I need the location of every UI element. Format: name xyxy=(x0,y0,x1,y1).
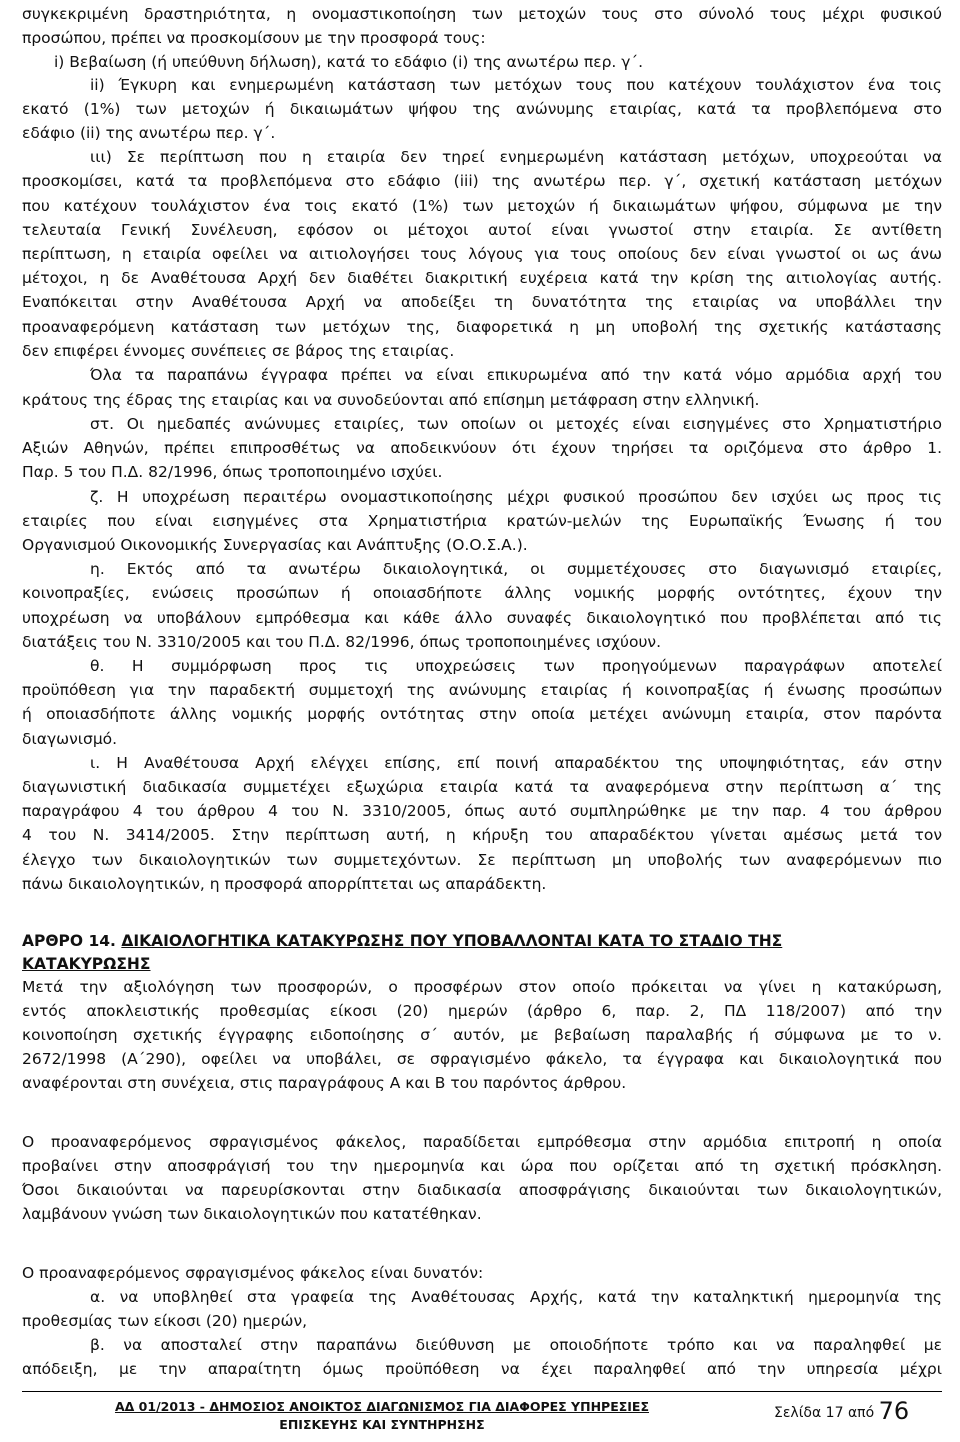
text-line: που κατέχουν τουλάχιστον ένα τοις εκατό (1%) των μετοχών ή δικαιωμάτων ψήφου, σύμφωνα με την xyxy=(22,197,942,215)
text-line: λαμβάνουν γνώση των δικαιολογητικών που κατατέθηκαν. xyxy=(22,1205,482,1223)
text-line: β. να αποσταλεί στην παραπάνω διεύθυνση με οποιοδήποτε τρόπο και να παραληφθεί με xyxy=(90,1336,942,1354)
text-line: ιιι) Σε περίπτωση που η εταιρία δεν τηρεί ενημερωμένη κατάσταση μετόχων, υποχρεούται να xyxy=(90,148,942,166)
article-heading-line-1 xyxy=(22,930,782,952)
text-line: Ο προαναφερόμενος σφραγισμένος φάκελος, παραδίδεται εμπρόθεσμα στην αρμόδια επιτροπή η οποία xyxy=(22,1133,942,1151)
text-line: προθεσμίας των είκοσι (20) ημερών, xyxy=(22,1312,308,1330)
text-line: κράτους της έδρας της εταιρίας και να συνοδεύονται από επίσημη μετάφραση στην ελληνική. xyxy=(22,391,760,409)
text-line: μέτοχοι, η δε Αναθέτουσα Αρχή δεν διαθέτει διακριτική ευχέρεια κατά την κρίση της αιτιολογίας αυτής. xyxy=(22,269,942,287)
text-line: διατάξεις του Ν. 3310/2005 και του Π.Δ. 82/1996, όπως τροποποιημένες ισχύουν. xyxy=(22,633,662,651)
text-line: εδάφιο (ii) της ανωτέρω περ. γ΄. xyxy=(22,124,276,142)
text-line: i) Βεβαίωση (ή υπεύθυνη δήλωση), κατά το εδάφιο (i) της ανωτέρω περ. γ΄. xyxy=(54,53,644,72)
text-line: 2672/1998 (Α΄290), οφείλει να υποβάλει, σε σφραγισμένο φάκελο, τα έγγραφα και δικαιολογητικά που xyxy=(22,1050,942,1068)
text-line: κοινοποίηση σχετικής έγγραφης ειδοποίησης σ΄ αυτόν, με βεβαίωση παραλαβής ή σύμφωνα με το ν. xyxy=(22,1026,942,1044)
text-line: πάνω δικαιολογητικών, η προσφορά απορρίπτεται ως απαράδεκτη. xyxy=(22,875,547,893)
text-line: αναφέρονται στη συνέχεια, στις παραγράφους Α και Β του παρόντος άρθρου. xyxy=(22,1074,627,1092)
text-line: Ο προαναφερόμενος σφραγισμένος φάκελος είναι δυνατόν: xyxy=(22,1264,484,1282)
text-line: περίπτωση, η εταιρία οφείλει να αιτιολογήσει τους λόγους για τους οποίους δεν είναι γνωστοί οι ως άνω xyxy=(22,245,942,263)
text-line: η. Εκτός από τα ανωτέρω δικαιολογητικά, οι συμμετέχουσες στο διαγωνισμό εταιρίες, xyxy=(90,560,942,578)
footer-title-line-1: ΑΔ 01/2013 - ΔΗΜΟΣΙΟΣ ΑΝΟΙΚΤΟΣ ΔΙΑΓΩΝΙΣΜΟΣ ΓΙΑ ΔΙΑΦΟΡΕΣ ΥΠΗΡΕΣΙΕΣ xyxy=(114,1399,649,1414)
text-line: παραγράφου 4 του άρθρου 4 του Ν. 3310/2005, όπως αυτό συμπληρώθηκε με την παρ. 4 του άρθρου xyxy=(22,802,942,820)
text-line: εταιρίες που είναι εισηγμένες στα Χρηματιστήρια κρατών-μελών της Ευρωπαϊκής Ένωσης ή του xyxy=(22,512,942,530)
text-line: δεν επιφέρει έννομες συνέπειες σε βάρος της εταιρίας. xyxy=(22,342,455,360)
text-line: Όλα τα παραπάνω έγγραφα πρέπει να είναι επικυρωμένα από την κατά νόμο αρμόδια αρχή του xyxy=(90,366,942,384)
text-line: Εναπόκειται στην Αναθέτουσα Αρχή να αποδείξει τη δυνατότητα της εταιρίας να υποβάλλει την xyxy=(22,293,942,311)
footer-document-title xyxy=(22,1398,742,1434)
text-line: προϋπόθεση για την παραδεκτή συμμετοχή της ανώνυμης εταιρίας ή κοινοπραξίας ή ένωσης προσώπων xyxy=(22,681,942,699)
text-line: έλεγχο των δικαιολογητικών των συμμετεχόντων. Σε περίπτωση μη υποβολής των αναφερόμενων πιο xyxy=(22,851,942,869)
text-line: Αξιών Αθηνών, πρέπει επιπροσθέτως να αποδεικνύουν ότι έχουν τηρήσει τα οριζόμενα στο άρθρο 1. xyxy=(22,439,942,457)
text-line: διαγωνισμό. xyxy=(22,730,118,748)
text-line: 4 του Ν. 3414/2005. Στην περίπτωση αυτή, η κήρυξη του απαραδέκτου γίνεται αμέσως μετά τον xyxy=(22,826,942,844)
article-heading-line-2: ΚΑΤΑΚΥΡΩΣΗΣ xyxy=(22,955,151,973)
text-line: κοινοπραξίες, ενώσεις προσώπων ή οποιασδήποτε άλλης νομικής μορφής οντότητες, έχουν την xyxy=(22,584,942,602)
text-line: ή οποιασδήποτε άλλης νομικής μορφής οντότητας στην οποία μετέχει ανώνυμη εταιρία, στον παρόντα xyxy=(22,705,942,723)
article-title: ΔΙΚΑΙΟΛΟΓΗΤΙΚΑ ΚΑΤΑΚΥΡΩΣΗΣ ΠΟΥ ΥΠΟΒΑΛΛΟΝΤΑΙ ΚΑΤΑ ΤΟ ΣΤΑΔΙΟ ΤΗΣ xyxy=(121,932,783,950)
text-line: ii) Έγκυρη και ενημερωμένη κατάσταση των μετόχων τους που κατέχουν τουλάχιστον ένα τοις xyxy=(90,76,942,94)
text-line: τελευταία Γενική Συνέλευση, εφόσον οι μέτοχοι αυτοί είναι γνωστοί στην εταιρία. Σε αντίθετη xyxy=(22,221,942,239)
text-line: Μετά την αξιολόγηση των προσφορών, ο προσφέρων στον οποίο πρόκειται να γίνει η κατακύρωση, xyxy=(22,978,942,996)
text-line: Οργανισμού Οικονομικής Συνεργασίας και Ανάπτυξης (Ο.Ο.Σ.Α.). xyxy=(22,536,528,554)
text-line: προαναφερόμενη κατάσταση των μετόχων της, διαφορετικά η μη υποβολή της σχετικής κατάστασης xyxy=(22,318,942,336)
text-line: στ. Οι ημεδαπές ανώνυμες εταιρίες, των οποίων οι μετοχές είναι εισηγμένες στο Χρηματιστήριο xyxy=(90,415,942,433)
text-line: συγκεκριμένη δραστηριότητα, η ονομαστικοποίηση των μετοχών τους στο σύνολό τους μέχρι φυσικού xyxy=(22,5,942,23)
page-footer xyxy=(22,1391,942,1437)
text-line: Παρ. 5 του Π.Δ. 82/1996, όπως τροποποιημένο ισχύει. xyxy=(22,463,443,481)
footer-title-line-2: ΕΠΙΣΚΕΥΗΣ ΚΑΙ ΣΥΝΤΗΡΗΣΗΣ xyxy=(279,1417,485,1432)
text-line: α. να υποβληθεί στα γραφεία της Αναθέτουσας Αρχής, κατά την καταληκτική ημερομηνία της xyxy=(90,1288,942,1306)
text-line: ζ. Η υποχρέωση περαιτέρω ονομαστικοποίησης μέχρι φυσικού προσώπου δεν ισχύει ως προς τις xyxy=(90,488,942,506)
page-number xyxy=(774,1397,910,1425)
text-line: προσκομίσει, κατά τα προβλεπόμενα στο εδάφιο (iii) της ανωτέρω περ. γ΄, σχετική κατάσταση μετόχων xyxy=(22,172,942,190)
text-line: ι. Η Αναθέτουσα Αρχή ελέγχει επίσης, επί ποινή απαραδέκτου της υποψηφιότητας, εάν στην xyxy=(90,754,942,772)
text-line: απόδειξη, με την απαραίτητη όμως προϋπόθεση να έχει παραληφθεί από την υπηρεσία μέχρι xyxy=(22,1360,942,1378)
text-line: θ. Η συμμόρφωση προς τις υποχρεώσεις των προηγούμενων παραγράφων αποτελεί xyxy=(90,657,942,675)
text-line: εκατό (1%) των μετοχών ή δικαιωμάτων ψήφου της ανώνυμης εταιρίας, κατά τα προβλεπόμενα στο xyxy=(22,100,942,118)
text-line: εντός αποκλειστικής προθεσμίας είκοσι (20) ημερών (άρθρο 6, παρ. 2, ΠΔ 118/2007) από την xyxy=(22,1002,942,1020)
text-line: Όσοι δικαιούνται να παρευρίσκονται στην διαδικασία αποσφράγισης δικαιούνται των δικαιολογητικών, xyxy=(22,1181,942,1199)
page-label: Σελίδα 17 από xyxy=(774,1405,879,1421)
text-line: υποχρέωση να υποβάλουν εμπρόθεσμα και κάθε άλλο συναφές δικαιολογητικό που προβλέπεται από τις xyxy=(22,609,942,627)
page-total: 76 xyxy=(878,1397,910,1425)
text-line: διαγωνιστική διαδικασία συμμετέχει εξωχώρια εταιρία κατά τα αναφερόμενα στην περίπτωση α΄ της xyxy=(22,778,942,796)
text-line: προβαίνει στην αποσφράγισή του την ημερομηνία και ώρα που ορίζεται από τη σχετική πρόσκληση. xyxy=(22,1157,942,1175)
text-line: προσώπου, πρέπει να προσκομίσουν με την προσφορά τους: xyxy=(22,29,486,48)
article-number: ΑΡΘΡΟ 14. xyxy=(22,932,122,950)
